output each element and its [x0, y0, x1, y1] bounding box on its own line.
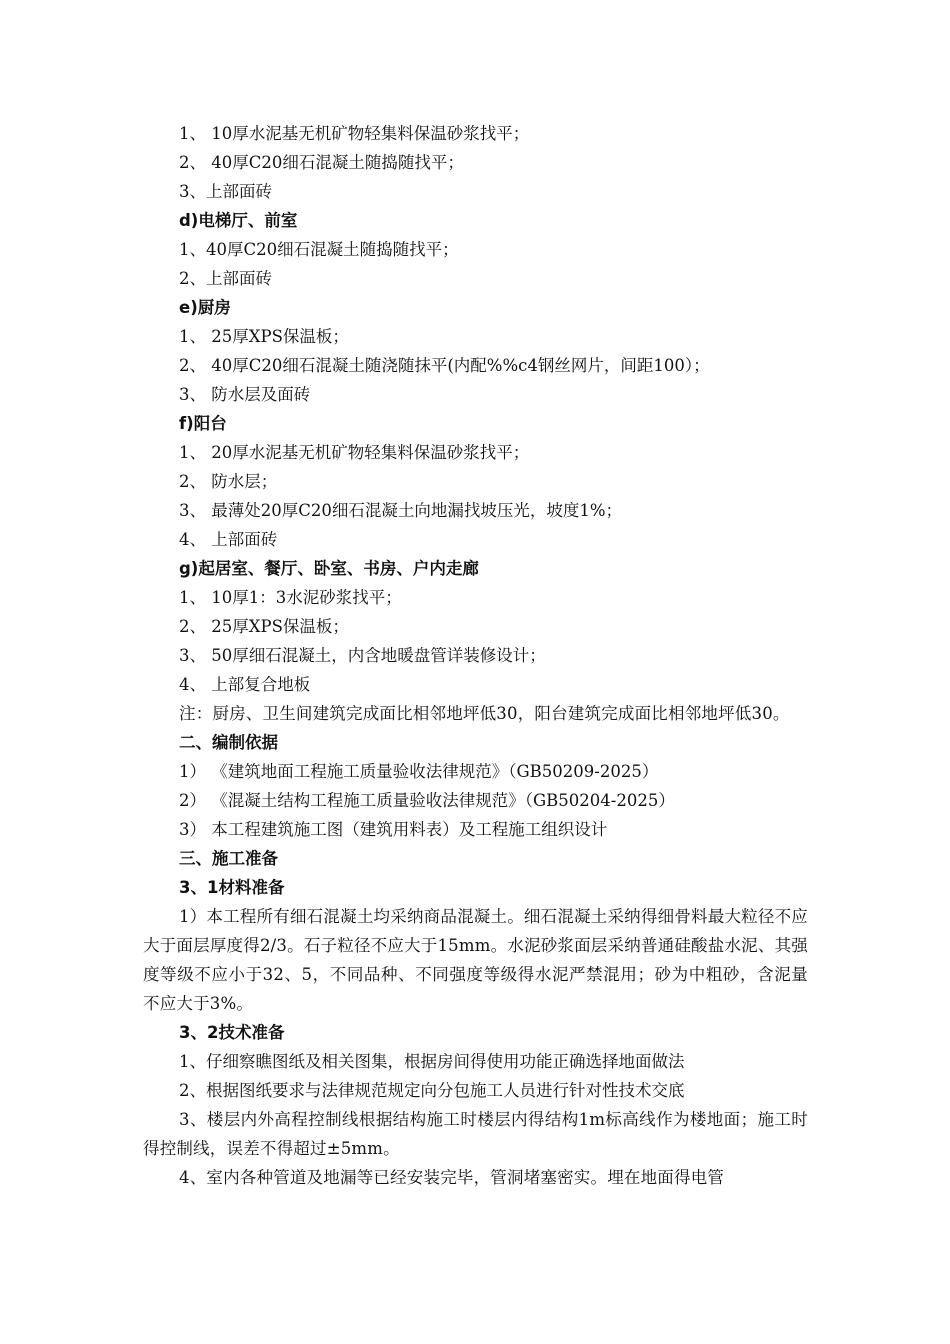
list-item: 2、 防水层；: [179, 472, 278, 491]
list-item: 2、 25厚XPS保温板；: [179, 617, 349, 636]
list-item: 1、 20厚水泥基无机矿物轻集料保温砂浆找平；: [179, 443, 530, 462]
section-heading-d: d)电梯厅、前室: [179, 211, 298, 230]
subsection-heading-material: 3、1材料准备: [179, 878, 285, 897]
tech-paragraph-3: 3、楼层内外高程控制线根据结构施工时楼层内得结构1m标高线作为楼地面；施工时得控制线，误差不得超过±5mm。: [143, 1110, 808, 1158]
list-item: 4、 上部面砖: [179, 530, 278, 549]
list-item: 4、 上部复合地板: [179, 675, 311, 694]
list-item: 2、 40厚C20细石混凝土随捣随找平；: [179, 153, 464, 172]
document-body: [143, 119, 808, 1192]
tech-paragraph-4: 4、室内各种管道及地漏等已经安装完毕，管洞堵塞密实。埋在地面得电管: [179, 1168, 725, 1187]
list-item: 1） 《建筑地面工程施工质量验收法律规范》（GB50209-2025）: [179, 762, 659, 781]
note-paragraph: 注：厨房、卫生间建筑完成面比相邻地坪低30，阳台建筑完成面比相邻地坪低30。: [179, 704, 790, 723]
list-item: 3、上部面砖: [179, 182, 272, 201]
list-item: 1、 10厚1：3水泥砂浆找平；: [179, 588, 402, 607]
section-heading-f: f)阳台: [179, 414, 227, 433]
list-item: 2、 40厚C20细石混凝土随浇随抹平(内配%%c4钢丝网片，间距100）；: [179, 356, 710, 375]
section-heading-e: e)厨房: [179, 298, 231, 317]
list-item: 3、 防水层及面砖: [179, 385, 311, 404]
list-item: 1、40厚C20细石混凝土随捣随找平；: [179, 240, 459, 259]
list-item: 2） 《混凝土结构工程施工质量验收法律规范》（GB50204-2025）: [179, 791, 675, 810]
list-item: 3、 最薄处20厚C20细石混凝土向地漏找坡压光，坡度1%；: [179, 501, 623, 520]
material-paragraph: 1）本工程所有细石混凝土均采纳商品混凝土。细石混凝土采纳得细骨料最大粒径不应大于面层厚度得2/3。石子粒径不应大于15mm。水泥砂浆面层采纳普通硅酸盐水泥、其强度等级不应小于32、5，不同品种、不同强度等级得水泥严禁混用；砂为中粗砂，含泥量不应大于3%。: [143, 907, 808, 1013]
section-heading-g: g)起居室、餐厅、卧室、书房、户内走廊: [179, 559, 479, 578]
list-item: 3） 本工程建筑施工图（建筑用料表）及工程施工组织设计: [179, 820, 608, 839]
list-item: 3、 50厚细石混凝土，内含地暖盘管详装修设计；: [179, 646, 546, 665]
list-item: 1、 10厚水泥基无机矿物轻集料保温砂浆找平；: [179, 124, 530, 143]
list-item: 1、仔细察瞧图纸及相关图集，根据房间得使用功能正确选择地面做法: [179, 1052, 685, 1071]
subsection-heading-tech: 3、2技术准备: [179, 1023, 285, 1042]
list-item: 2、上部面砖: [179, 269, 272, 288]
section-heading-basis: 二、编制依据: [179, 733, 278, 752]
list-item: 2、根据图纸要求与法律规范规定向分包施工人员进行针对性技术交底: [179, 1081, 685, 1100]
section-heading-prep: 三、施工准备: [179, 849, 278, 868]
list-item: 1、 25厚XPS保温板；: [179, 327, 349, 346]
